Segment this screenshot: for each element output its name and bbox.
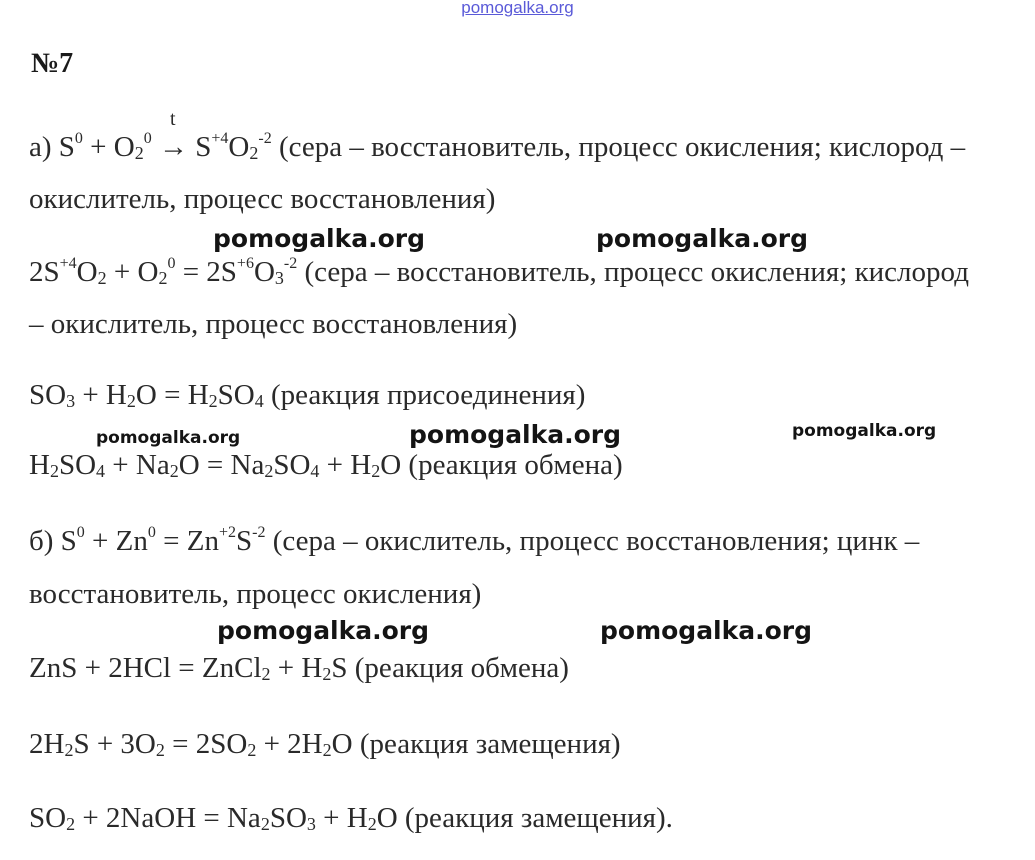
eq-text: (сера – восстановитель, процесс окисления; кислород – [271, 131, 966, 163]
eq-text: = 2SO [164, 728, 248, 760]
eq-text: S (реакция обмена) [331, 652, 569, 684]
eq-text: (сера – восстановитель, процесс окисления; кислород [297, 256, 969, 288]
eq-text: O = Na [178, 449, 265, 481]
eq-text: SO [29, 802, 67, 834]
equation-a3 [29, 381, 585, 410]
subscript: 2 [97, 268, 107, 288]
reaction-arrow [158, 108, 188, 163]
subscript: 2 [169, 461, 179, 481]
equation-a2 [29, 255, 969, 288]
eq-text: 2S [29, 256, 60, 288]
eq-text: + Na [105, 449, 170, 481]
subscript: 3 [306, 814, 316, 834]
subscript: 2 [322, 664, 332, 684]
watermark: pomogalka.org [596, 224, 809, 253]
arrow-condition: t [169, 108, 176, 130]
subscript: 2 [367, 814, 377, 834]
eq-text: + H [270, 652, 323, 684]
eq-text: SO [58, 449, 97, 481]
eq-text: + O [82, 131, 135, 163]
eq-text: SO [217, 379, 255, 411]
eq-text: O [253, 256, 275, 288]
oxidation-state: 0 [74, 130, 83, 147]
subscript: 2 [158, 268, 168, 288]
eq-text: O = H [135, 379, 209, 411]
subscript: 2 [49, 461, 59, 481]
subscript: 2 [208, 391, 218, 411]
watermark: pomogalka.org [409, 420, 622, 449]
eq-text: O (реакция замещения). [376, 802, 673, 834]
oxidation-state: -2 [252, 524, 266, 541]
oxidation-state: 0 [147, 524, 156, 541]
subscript: 4 [254, 391, 264, 411]
oxidation-state: -2 [283, 255, 298, 272]
equation-a1-continued: окислитель, процесс восстановления) [29, 183, 496, 215]
site-link[interactable]: pomogalka.org [461, 0, 574, 17]
subscript: 2 [155, 740, 165, 760]
oxidation-state: 0 [167, 255, 176, 272]
subscript: 3 [274, 268, 284, 288]
eq-text: S [187, 131, 212, 163]
eq-text: а) S [29, 131, 75, 163]
eq-text: + H [315, 802, 368, 834]
equation-b1-continued: восстановитель, процесс окисления) [29, 578, 482, 610]
watermark: pomogalka.org [792, 421, 937, 441]
eq-text: O (реакция обмена) [380, 449, 623, 481]
subscript: 2 [264, 461, 274, 481]
eq-text: 2H [29, 728, 65, 760]
subscript: 2 [261, 664, 271, 684]
subscript: 2 [260, 814, 270, 834]
subscript: 2 [66, 814, 76, 834]
eq-text: = 2S [175, 256, 237, 288]
oxidation-state: -2 [258, 130, 272, 147]
subscript: 4 [96, 461, 106, 481]
eq-text [152, 131, 159, 163]
eq-text: + 2NaOH = Na [75, 802, 261, 834]
equation-b1 [29, 524, 920, 557]
subscript: 2 [247, 740, 257, 760]
eq-text: (реакция присоединения) [263, 379, 586, 411]
oxidation-state: +4 [211, 130, 229, 147]
watermark: pomogalka.org [217, 616, 430, 645]
equation-b4 [29, 804, 673, 833]
eq-text: ZnS + 2HCl = ZnCl [29, 652, 262, 684]
watermark: pomogalka.org [96, 428, 241, 448]
subscript: 2 [126, 391, 136, 411]
watermark: pomogalka.org [600, 616, 813, 645]
equation-a1 [29, 108, 966, 163]
task-number: №7 [31, 48, 74, 79]
eq-text: + Zn [84, 525, 148, 557]
eq-text: SO [29, 379, 67, 411]
eq-text: = Zn [155, 525, 219, 557]
eq-text: O (реакция замещения) [331, 728, 621, 760]
eq-text: + H [319, 449, 372, 481]
eq-text: S [235, 525, 253, 557]
eq-text: (сера – окислитель, процесс восстановления; цинк – [265, 525, 920, 557]
subscript: 2 [322, 740, 332, 760]
oxidation-state: 0 [76, 524, 85, 541]
eq-text: H [29, 449, 50, 481]
oxidation-state: +4 [59, 255, 77, 272]
eq-text: + H [75, 379, 127, 411]
subscript: 2 [134, 143, 144, 163]
equation-a4 [29, 451, 623, 480]
eq-text: S + 3O [73, 728, 156, 760]
equation-b2 [29, 654, 569, 683]
eq-text: б) S [29, 525, 77, 557]
eq-text: O [76, 256, 98, 288]
subscript: 2 [371, 461, 381, 481]
oxidation-state: 0 [143, 130, 152, 147]
equation-b3 [29, 730, 621, 759]
oxidation-state: +2 [218, 524, 236, 541]
equation-a2-continued: – окислитель, процесс восстановления) [29, 308, 518, 340]
eq-text: + 2H [256, 728, 323, 760]
subscript: 2 [249, 143, 259, 163]
eq-text: + O [106, 256, 159, 288]
subscript: 3 [66, 391, 76, 411]
eq-text: SO [269, 802, 307, 834]
subscript: 2 [64, 740, 74, 760]
watermark: pomogalka.org [213, 224, 426, 253]
oxidation-state: +6 [236, 255, 254, 272]
subscript: 4 [310, 461, 320, 481]
eq-text: O [228, 131, 250, 163]
eq-text: SO [273, 449, 311, 481]
arrow-icon: → [158, 131, 188, 163]
